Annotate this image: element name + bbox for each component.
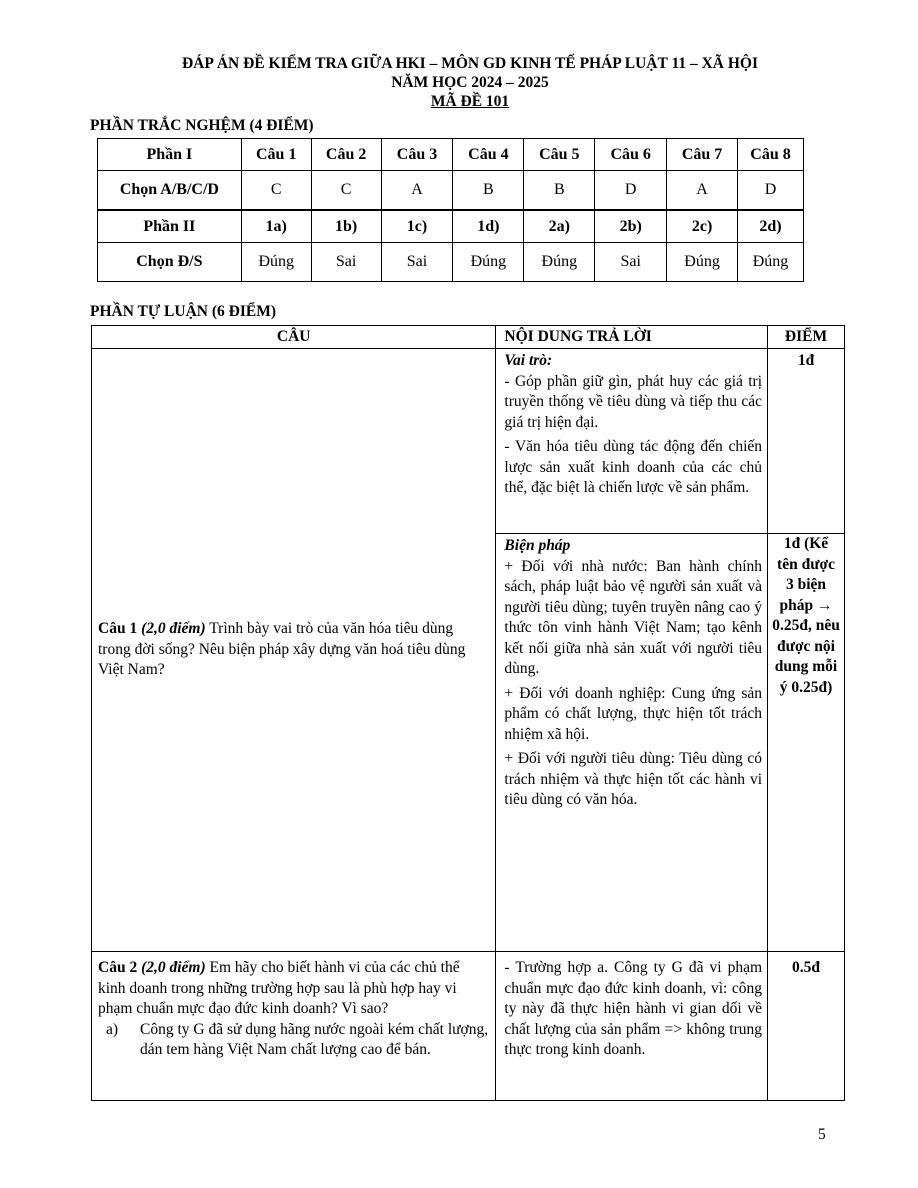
mc-section-title: PHẦN TRẮC NGHỆM (4 ĐIỂM) <box>90 117 314 134</box>
answer-item: + Đối với người tiêu dùng: Tiêu dùng có trách nhiệm và thực hiện tốt các hành vi tiêu dùng có văn hóa. <box>504 750 763 809</box>
table-cell: Phần I <box>98 139 242 171</box>
part1-answer-row <box>98 171 804 211</box>
part2-header-row <box>98 210 804 243</box>
table-cell: Chọn Đ/S <box>98 243 242 282</box>
table-cell: Câu 8 <box>738 139 804 171</box>
question-points: (2,0 điểm) <box>141 620 206 638</box>
question-label: Câu 2 <box>98 959 138 976</box>
table-cell: 2a) <box>524 210 595 243</box>
exam-code: MÃ ĐỀ 101 <box>430 93 510 110</box>
table-cell: D <box>595 171 667 211</box>
measures-title: Biện pháp <box>504 537 571 555</box>
question-label: Câu 1 <box>98 620 138 638</box>
question-text: Em hãy cho biết hành vi của các chủ thể kinh doanh trong những trường hợp sau là phù hợp hay vi phạm chuẩn mực đạo đức kinh doanh? Vì sao? <box>98 959 460 1017</box>
answer-cell: - Trường hợp a. Công ty G đã vi phạm chuẩn mực đạo đức kinh doanh, vì: công ty này đã thực hiện hành vi gian dối về chất lượng của sản phẩm => không trung thực trong kinh doanh. <box>496 952 768 1101</box>
table-cell: 2d) <box>738 210 804 243</box>
case-text: Công ty G đã sử dụng hãng nước ngoài kém chất lượng, dán tem hàng Việt Nam chất lượng cao để bán. <box>140 1020 489 1058</box>
score-cell: 1đ (Kể tên được 3 biện pháp → 0.25đ, nêu được nội dung mỗi ý 0.25đ) <box>768 534 845 952</box>
column-header: ĐIỂM <box>768 326 845 349</box>
table-cell: Sai <box>311 243 381 282</box>
table-cell: Câu 2 <box>311 139 381 171</box>
question-text: Trình bày vai trò của văn hóa tiêu dùng trong đời sống? Nêu biện pháp xây dựng văn hoá tiêu dùng Việt Nam? <box>98 620 466 679</box>
table-cell: C <box>241 171 311 211</box>
answer-cell <box>496 349 768 534</box>
table-cell: 1d) <box>453 210 524 243</box>
essay-question-row <box>92 349 845 534</box>
table-cell: Đúng <box>241 243 311 282</box>
table-cell: B <box>453 171 524 211</box>
table-cell: 1b) <box>311 210 381 243</box>
answer-item: - Văn hóa tiêu dùng tác động đến chiến lược sản xuất kinh doanh của các chủ thể, đặc biệt là chiến lược về sản phẩm. <box>504 438 763 496</box>
table-cell: Câu 7 <box>667 139 738 171</box>
answer-item: + Đối với doanh nghiệp: Cung ứng sản phẩm có chất lượng, thực hiện tốt trách nhiệm xã hội. <box>504 684 763 743</box>
table-cell: Đúng <box>738 243 804 282</box>
table-cell: Đúng <box>667 243 738 282</box>
answer-item: - Góp phần giữ gìn, phát huy các giá trị truyền thống về tiêu dùng và tiếp thu các giá trị hiện đại. <box>504 372 763 431</box>
table-cell: Đúng <box>524 243 595 282</box>
part2-answer-row <box>98 243 804 282</box>
essay-section-title: PHẦN TỰ LUẬN (6 ĐIỂM) <box>90 303 276 320</box>
table-cell: Câu 6 <box>595 139 667 171</box>
table-cell: C <box>311 171 381 211</box>
table-cell: Chọn A/B/C/D <box>98 171 242 211</box>
table-cell: Sai <box>381 243 453 282</box>
question-points: (2,0 điểm) <box>141 959 206 976</box>
role-title: Vai trò: <box>504 352 553 369</box>
essay-question-row <box>92 952 845 1101</box>
school-year: NĂM HỌC 2024 – 2025 <box>391 74 549 91</box>
table-cell: Câu 4 <box>453 139 524 171</box>
table-cell: 1a) <box>241 210 311 243</box>
score-cell: 0.5đ <box>768 952 845 1101</box>
essay-answer-table <box>91 325 845 1101</box>
question-cell <box>92 349 496 952</box>
case-label: a) <box>106 1020 119 1038</box>
essay-header-row <box>92 326 845 349</box>
table-cell: 1c) <box>381 210 453 243</box>
column-header: NỘI DUNG TRẢ LỜI <box>496 326 768 349</box>
table-cell: Phần II <box>98 210 242 243</box>
table-cell: A <box>667 171 738 211</box>
case-item <box>98 1020 489 1061</box>
table-cell: Câu 5 <box>524 139 595 171</box>
table-cell: Sai <box>595 243 667 282</box>
multiple-choice-answer-table <box>97 138 804 282</box>
table-cell: 2c) <box>667 210 738 243</box>
answer-cell <box>496 534 768 952</box>
table-cell: A <box>381 171 453 211</box>
answer-item: + Đối với nhà nước: Ban hành chính sách, pháp luật bảo vệ người sản xuất và người tiêu dùng; tuyên truyền nâng cao ý thức tôn vinh hành Việt Nam; tạo kênh kết nối giữa nhà sản xuất với người tiêu dùng. <box>504 557 763 678</box>
part1-header-row <box>98 139 804 171</box>
question-cell <box>92 952 496 1101</box>
score-cell: 1đ <box>768 349 845 534</box>
table-cell: D <box>738 171 804 211</box>
table-cell: Đúng <box>453 243 524 282</box>
table-cell: B <box>524 171 595 211</box>
table-cell: 2b) <box>595 210 667 243</box>
column-header: CÂU <box>92 326 496 349</box>
table-cell: Câu 3 <box>381 139 453 171</box>
exam-title: ĐÁP ÁN ĐỀ KIỂM TRA GIỮA HKI – MÔN GD KINH TẾ PHÁP LUẬT 11 – XÃ HỘI <box>181 55 758 72</box>
table-cell: Câu 1 <box>241 139 311 171</box>
page-number: 5 <box>818 1126 826 1143</box>
